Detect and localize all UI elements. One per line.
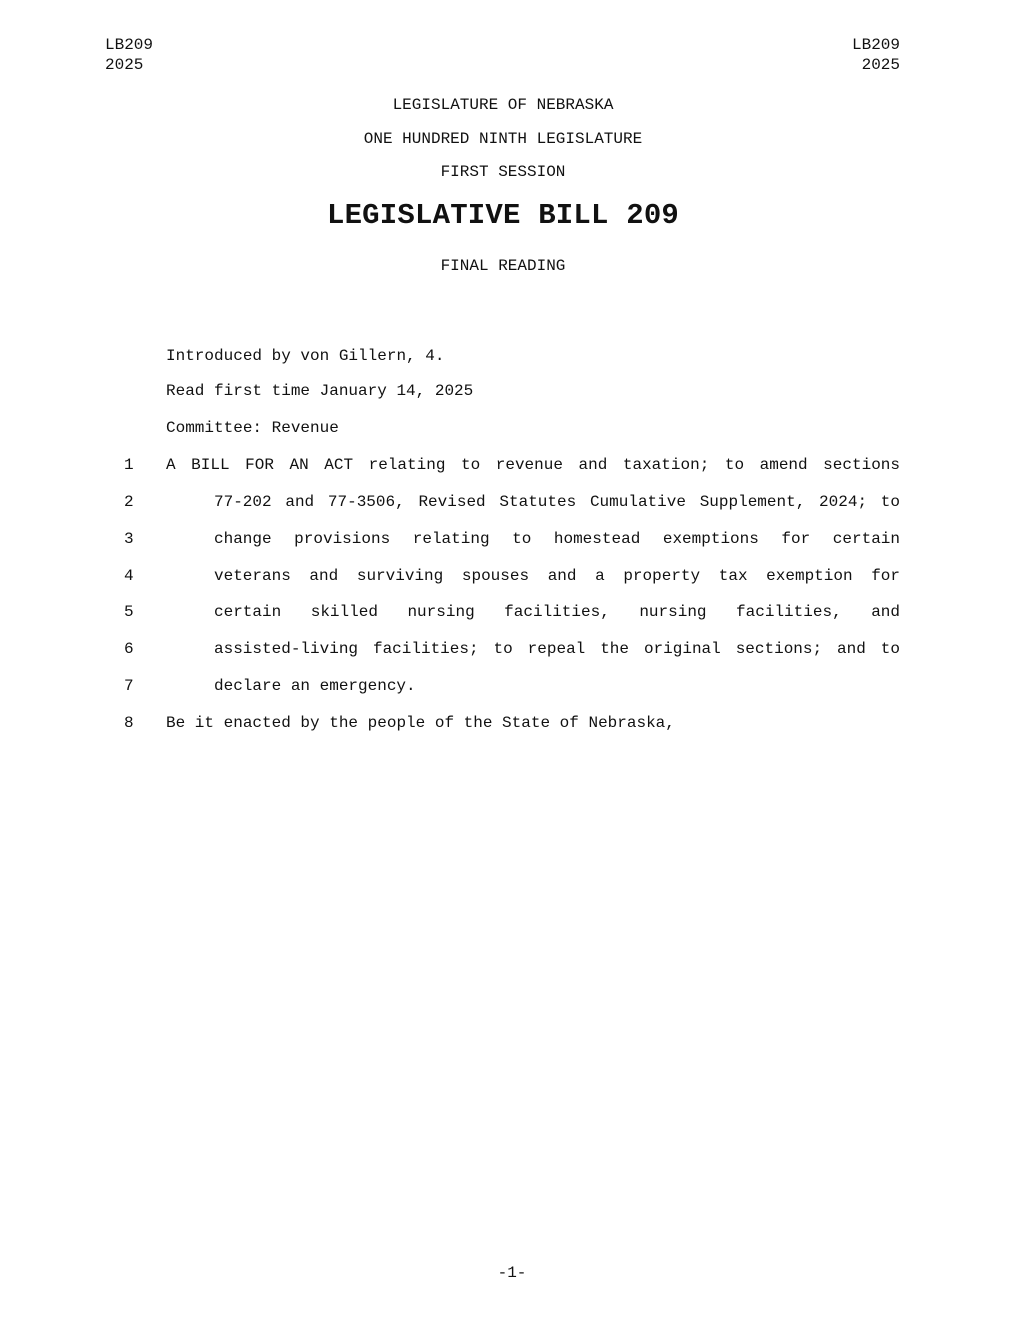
bill-text-line: certain skilled nursing facilities, nursing facilities, and	[214, 603, 900, 621]
line-number: 5	[124, 603, 134, 621]
introduced-by: Introduced by von Gillern, 4.	[166, 347, 445, 365]
line-number: 2	[124, 493, 134, 511]
session-name: ONE HUNDRED NINTH LEGISLATURE	[363, 130, 643, 148]
header-bill-number: LB209	[851, 36, 900, 54]
header-year: 2025	[861, 56, 900, 74]
line-number: 4	[124, 567, 134, 585]
first-read-date: Read first time January 14, 2025	[166, 382, 474, 400]
committee: Committee: Revenue	[166, 419, 339, 437]
header-year: 2025	[105, 56, 144, 74]
header-bill-number: LB209	[105, 36, 154, 54]
bill-title: LEGISLATIVE BILL 209	[326, 199, 680, 232]
line-number: 7	[124, 677, 134, 695]
reading-stage: FINAL READING	[440, 257, 566, 275]
legislature-name: LEGISLATURE OF NEBRASKA	[392, 96, 614, 114]
bill-text-line: 77-202 and 77-3506, Revised Statutes Cumulative Supplement, 2024; to	[214, 493, 900, 511]
line-number: 3	[124, 530, 134, 548]
header-left	[105, 35, 153, 75]
page-number: -1-	[497, 1264, 527, 1282]
enacting-clause: Be it enacted by the people of the State of Nebraska,	[166, 714, 675, 732]
bill-text-line: assisted-living facilities; to repeal the original sections; and to	[214, 640, 900, 658]
bill-text-line: declare an emergency.	[214, 677, 416, 695]
session: FIRST SESSION	[440, 163, 566, 181]
bill-text-line: change provisions relating to homestead exemptions for certain	[214, 530, 900, 548]
bill-text-line: veterans and surviving spouses and a property tax exemption for	[214, 567, 900, 585]
bill-text-line: A BILL FOR AN ACT relating to revenue and taxation; to amend sections	[166, 456, 900, 474]
line-number: 6	[124, 640, 134, 658]
line-number: 8	[124, 714, 134, 732]
header-right	[852, 35, 900, 75]
line-number: 1	[124, 456, 134, 474]
